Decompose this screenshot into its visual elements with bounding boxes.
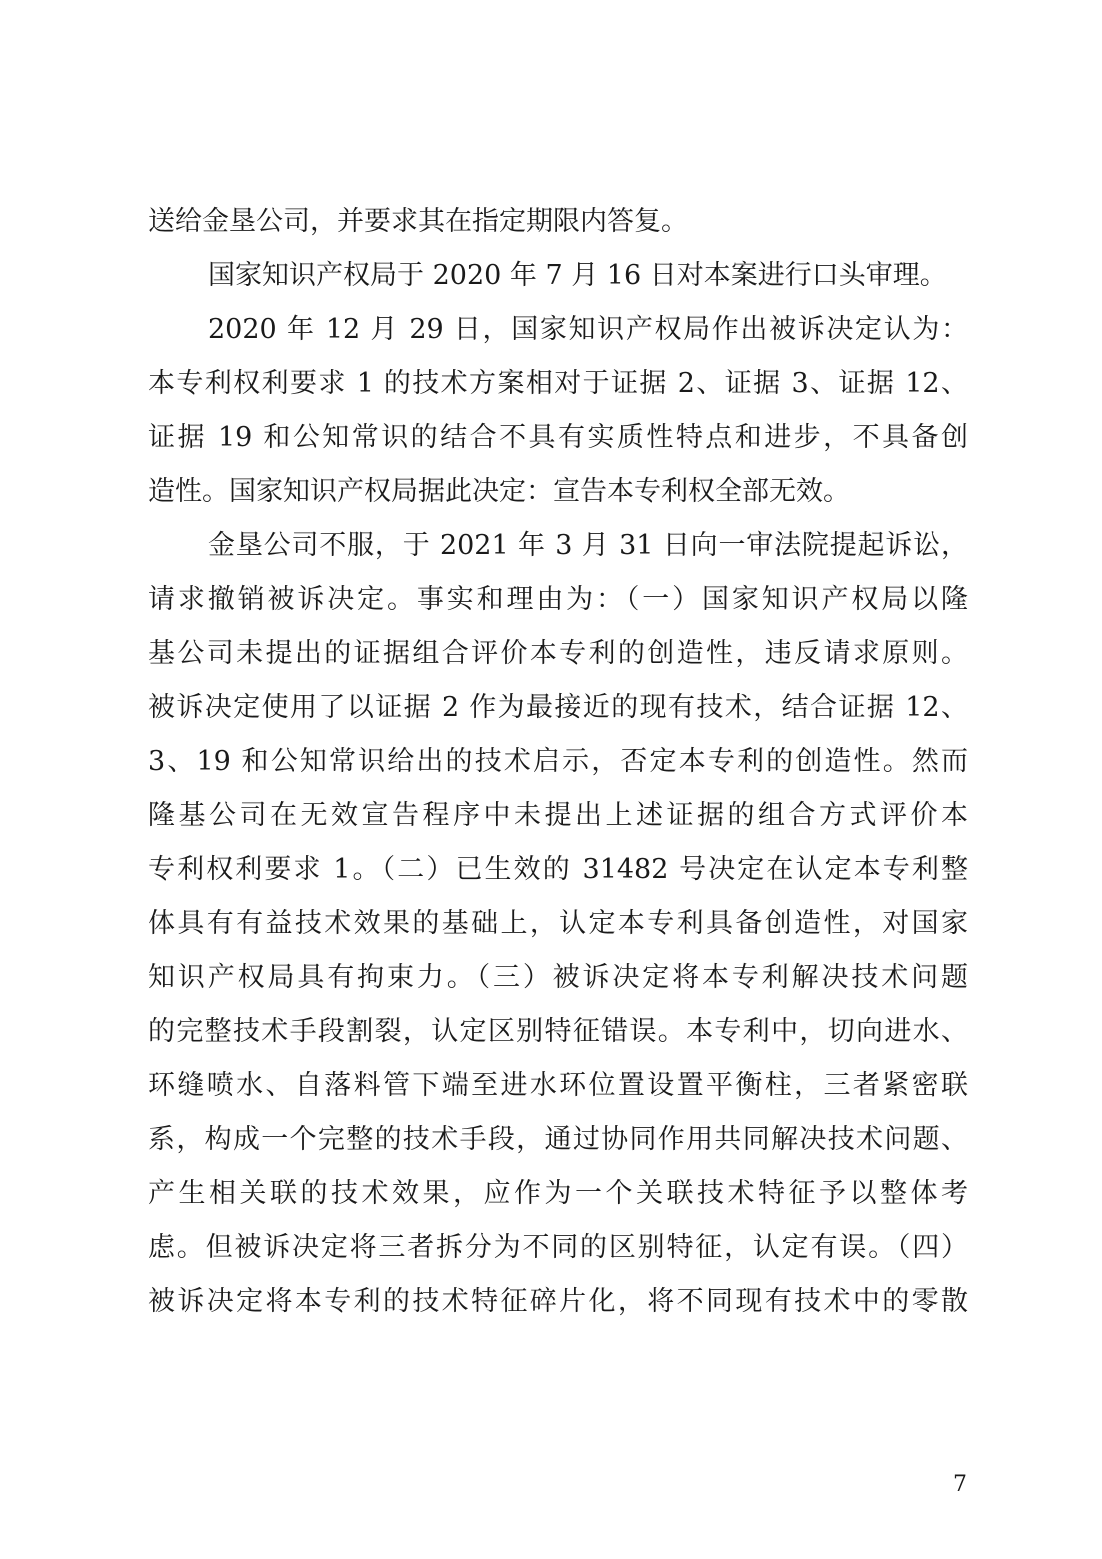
- text-line: 送给金垦公司，并要求其在指定期限内答复。: [148, 206, 688, 237]
- text-line: 的完整技术手段割裂，认定区别特征错误。本专利中，切向进水、: [148, 1016, 968, 1047]
- text-line: 请求撤销被诉决定。事实和理由为：（一）国家知识产权局以隆: [148, 584, 968, 615]
- text-line: 国家知识产权局于 2020 年 7 月 16 日对本案进行口头审理。: [208, 260, 947, 291]
- text-line: 专利权利要求 1。（二）已生效的 31482 号决定在认定本专利整: [148, 854, 968, 885]
- text-line: 证据 19 和公知常识的结合不具有实质性特点和进步，不具备创: [148, 422, 968, 453]
- text-line: 造性。国家知识产权局据此决定：宣告本专利权全部无效。: [148, 476, 850, 507]
- text-line: 产生相关联的技术效果，应作为一个关联技术特征予以整体考: [148, 1178, 968, 1209]
- text-line: 虑。但被诉决定将三者拆分为不同的区别特征，认定有误。（四）: [148, 1232, 968, 1263]
- text-line: 环缝喷水、自落料管下端至进水环位置设置平衡柱，三者紧密联: [148, 1070, 968, 1101]
- text-line: 被诉决定将本专利的技术特征碎片化，将不同现有技术中的零散: [148, 1286, 968, 1317]
- text-line: 2020 年 12 月 29 日，国家知识产权局作出被诉决定认为：: [208, 314, 968, 345]
- page-number: 7: [953, 1472, 967, 1497]
- text-line: 被诉决定使用了以证据 2 作为最接近的现有技术，结合证据 12、: [148, 692, 968, 723]
- text-line: 系，构成一个完整的技术手段，通过协同作用共同解决技术问题、: [148, 1124, 968, 1155]
- text-line: 基公司未提出的证据组合评价本专利的创造性，违反请求原则。: [148, 638, 968, 669]
- text-line: 本专利权利要求 1 的技术方案相对于证据 2、证据 3、证据 12、: [148, 368, 968, 399]
- text-line: 金垦公司不服，于 2021 年 3 月 31 日向一审法院提起诉讼，: [208, 530, 968, 561]
- text-line: 知识产权局具有拘束力。（三）被诉决定将本专利解决技术问题: [148, 962, 968, 993]
- text-line: 隆基公司在无效宣告程序中未提出上述证据的组合方式评价本: [148, 800, 968, 831]
- text-line: 3、19 和公知常识给出的技术启示，否定本专利的创造性。然而: [148, 746, 968, 777]
- text-line: 体具有有益技术效果的基础上，认定本专利具备创造性，对国家: [148, 908, 968, 939]
